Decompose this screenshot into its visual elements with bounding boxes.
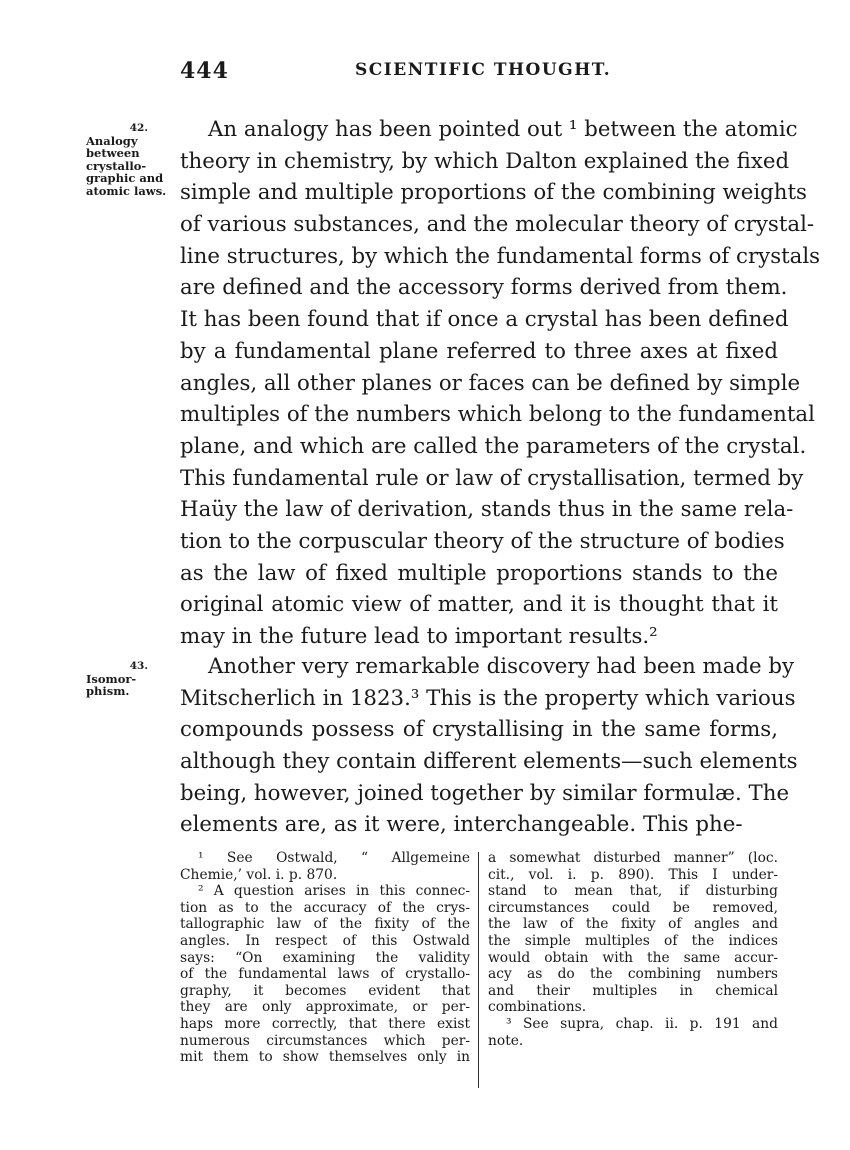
text-line: Another very remarkable discovery had been made by [208,654,795,679]
text-line: plane, and which are called the parameters of the crystal. [180,433,807,459]
footnote-line: mit them to show themselves only in [180,1049,470,1066]
text-line: line structures, by which the fundamental forms of crystals [180,243,821,269]
footnote-line: haps more correctly, that there exist [180,1015,470,1032]
text-line: elements are, as it were, interchangeable. This phe- [180,812,743,838]
margin-note-isomorphism [78,660,168,698]
footnote-line: ² A question arises in this connec- [198,883,470,900]
text-line: theory in chemistry, by which Dalton explained the fixed [180,148,790,174]
margin-note-line: phism. [86,684,130,698]
footnote-line: tallographic law of the fixity of the [180,916,470,933]
text-line: Mitscherlich in 1823.³ This is the property which various [180,685,796,711]
paragraph-analogy [180,114,821,653]
text-line: original atomic view of matter, and it is thought that it [180,592,778,618]
text-line: tion to the corpuscular theory of the structure of bodies [180,528,785,554]
footnote-line: circumstances could be removed, [488,899,778,916]
margin-note-number: 43. [129,660,148,672]
footnote-line: numerous circumstances which per- [180,1032,470,1049]
margin-note-number: 42. [129,122,148,134]
margin-note-line: Analogy [86,133,138,148]
page-number: 444 [180,58,229,84]
footnote-line: and their multiples in chemical [488,982,778,999]
footnote-line: note. [488,1032,524,1049]
margin-note-line: between [86,146,140,160]
paragraph-isomorphism [180,651,798,841]
footnote-column-divider [478,852,479,1088]
text-line: although they contain different elements—such elements [180,749,798,775]
footnote-line: cit., vol. i. p. 890). This I under- [488,866,778,883]
footnote-line: ³ See supra, chap. ii. p. 191 and [506,1015,778,1032]
margin-note-line: atomic laws. [86,183,167,198]
text-line: It has been found that if once a crystal has been defined [180,307,789,333]
margin-note-line: crystallo- [86,158,147,173]
text-line: being, however, joined together by similar formulæ. The [180,780,790,806]
text-line: may in the future lead to important results.² [180,624,658,649]
text-line: simple and multiple proportions of the combining weights [180,180,807,206]
text-line: compounds possess of crystallising in the same forms, [180,717,778,743]
text-line: An analogy has been pointed out ¹ between the atomic [208,117,798,142]
footnotes-right-column [488,850,778,1049]
footnote-line: angles. In respect of this Ostwald [180,932,470,949]
footnote-line: tion as to the accuracy of the crys- [180,899,470,916]
footnote-line: the simple multiples of the indices [488,932,778,949]
footnotes-left-column [180,850,470,1066]
footnote-line: stand to mean that, if disturbing [488,883,778,900]
text-line: of various substances, and the molecular theory of crystal- [180,212,815,238]
margin-note-line: Isomor- [86,671,137,686]
footnote-line: acy as do the combining numbers [488,966,778,983]
footnote-line: the law of the fixity of angles and [488,916,778,933]
text-line: by a fundamental plane referred to three axes at fixed [180,338,778,364]
text-line: Haüy the law of derivation, stands thus in the same rela- [180,497,794,523]
text-line: are defined and the accessory forms derived from them. [180,275,788,301]
footnote-line: combinations. [488,999,587,1016]
page-header [180,58,780,88]
footnote-line: graphy, it becomes evident that [180,982,470,999]
footnote-line: a somewhat disturbed manner” (loc. [488,850,778,866]
text-line: multiples of the numbers which belong to the fundamental [180,402,815,428]
running-title: SCIENTIFIC THOUGHT. [355,60,612,80]
footnote-line: Chemie,’ vol. i. p. 870. [180,866,338,883]
footnote-line: of the fundamental laws of crystallo- [180,966,470,983]
margin-note-analogy [78,122,168,197]
text-line: angles, all other planes or faces can be defined by simple [180,370,801,396]
text-line: This fundamental rule or law of crystallisation, termed by [180,465,804,491]
footnotes [180,850,780,1095]
footnote-line: they are only approximate, or per- [180,999,470,1016]
footnote-line: says: “On examining the validity [180,949,470,966]
footnote-line: would obtain with the same accur- [488,949,778,966]
margin-note-line: graphic and [86,171,164,185]
footnote-line: ¹ See Ostwald, “ Allgemeine [198,850,470,866]
text-line: as the law of fixed multiple proportions stands to the [180,560,778,586]
